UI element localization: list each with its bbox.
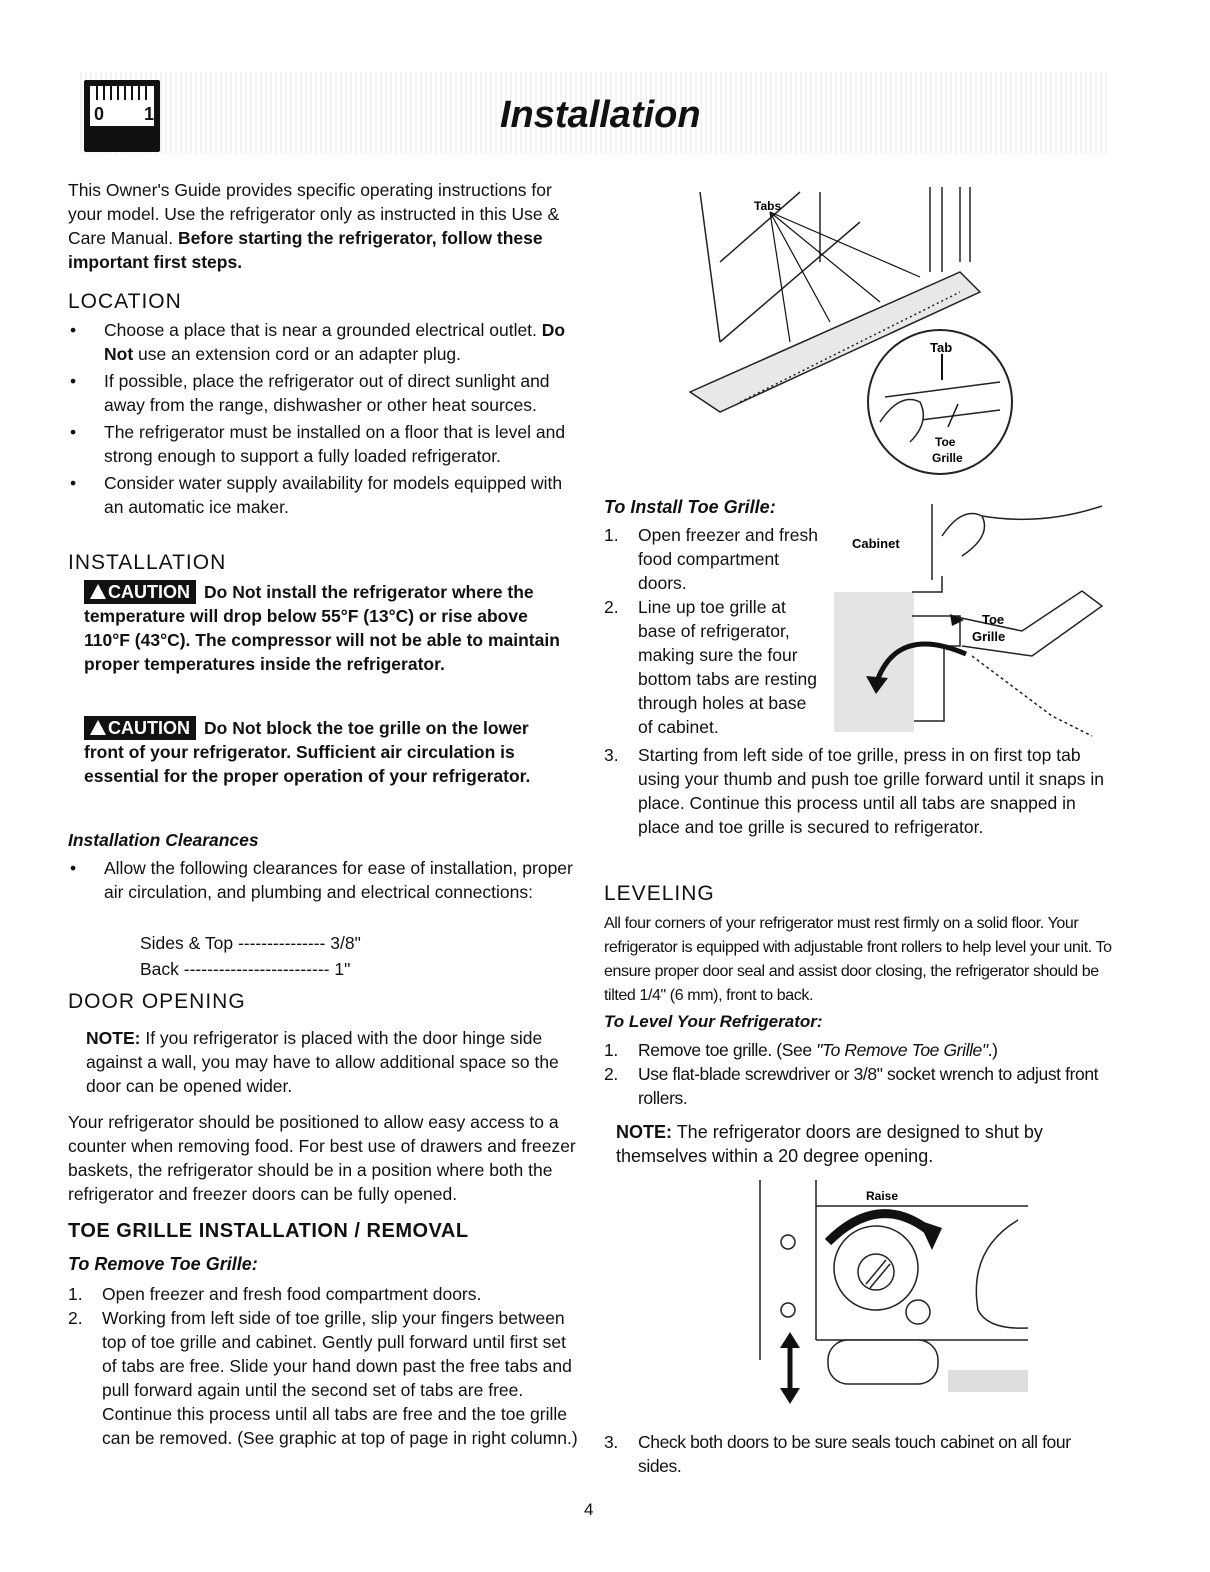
ruler-label-0: 0 [94,104,105,124]
fig3-raise-label: Raise [866,1189,899,1203]
clearance-row-sides: Sides & Top --------------- 3/8" [140,933,361,953]
remove-steps [68,1282,582,1450]
list-item: 2. Working from left side of toe grille, slip your fingers between top of toe grille and cabinet. Gently pull forward until first set of tabs are free. Slide your hand down past the free tabs and pull forward again until the second set of tabs are free. Continue this process until all tabs are free and the toe grille can be removed. (See graphic at top of page in right column.) [68,1308,578,1448]
installation-heading: INSTALLATION [68,551,227,574]
ruler-icon [84,80,160,152]
fig2-cabinet-label: Cabinet [852,536,900,551]
leveling-note: NOTE: The refrigerator doors are designed to shut by themselves within a 20 degree opening. [616,1122,1043,1166]
warning-icon [90,584,106,599]
install-step-3 [604,743,1110,839]
fig1-toe-label: Toe [935,435,956,449]
page-header [80,72,1110,154]
clearance-row-back: Back ------------------------- 1" [140,959,351,979]
list-item: • Choose a place that is near a grounded electrical outlet. Do Not use an extension cord or an adapter plug. [68,318,582,366]
roller-figure [718,1180,1038,1410]
clearances-heading: Installation Clearances [68,830,259,850]
caution-badge: CAUTION [84,580,196,604]
toe-grille-heading: TOE GRILLE INSTALLATION / REMOVAL [68,1220,469,1242]
cabinet-figure [832,496,1110,742]
list-item: • Consider water supply availability for models equipped with an automatic ice maker. [68,471,582,519]
list-item: • Allow the following clearances for ease of installation, proper air circulation, and plumbing and electrical connections: [68,856,582,904]
leveling-steps [604,1038,1110,1110]
fig2-toe-label: Toe [982,612,1005,627]
list-item: 3. Starting from left side of toe grille, press in on first top tab using your thumb and push toe grille forward until it snaps in place. Continue this process until all tabs are snapped in place and toe grille is secured to refrigerator. [604,745,1104,837]
toe-grille-figure [680,182,1040,482]
caution-1-text: Do Not install the refrigerator where the temperature will drop below 55°F (13°C) or rise above 110°F (43°C). The compressor will not be able to maintain proper temperatures inside the refrigerator. [84,582,560,674]
caution-2-text: Do Not block the toe grille on the lower front of your refrigerator. Sufficient air circulation is essential for the proper operation of your refrigerator. [84,718,531,786]
leveling-heading: LEVELING [604,882,715,905]
intro-paragraph [68,178,582,274]
leveling-paragraph: All four corners of your refrigerator must rest firmly on a solid floor. Your refrigerator is equipped with adjustable front rollers to help level your unit. To ensure proper door seal and assist door closing, the refrigerator should be tilted 1/4" (6 mm), front to back. [604,915,1112,1004]
fig1-tab-label: Tab [930,340,953,355]
location-heading: LOCATION [68,290,182,313]
fig1-grille-label: Grille [932,451,963,465]
level-refrigerator-heading: To Level Your Refrigerator: [604,1012,823,1031]
intro-bold: Before starting the refrigerator, follow these important first steps. [68,228,543,272]
page-title: Installation [500,94,701,136]
caution-1 [84,580,562,676]
door-opening-note: NOTE: If you refrigerator is placed with the door hinge side against a wall, you may have to allow additional space so the door can be opened wider. [86,1028,559,1096]
clearances-list [68,856,582,904]
door-opening-paragraph: Your refrigerator should be positioned to allow easy access to a counter when removing food. For best use of drawers and freezer baskets, the refrigerator should be in a position where both the refrigerator and freezer doors can be fully opened. [68,1112,576,1204]
page-number: 4 [584,1500,594,1519]
remove-toe-grille-heading: To Remove Toe Grille: [68,1254,258,1274]
intro-text: This Owner's Guide provides specific operating instructions for your model. Use the refrigerator only as instructed in this Use & Care Manual. [68,180,560,248]
list-item: 2. Line up toe grille at base of refrigerator, making sure the four bottom tabs are resting through holes at base of cabinet. [604,597,817,737]
caution-2 [84,716,562,788]
fig1-tabs-label: Tabs [754,199,782,213]
fig2-grille-label: Grille [972,629,1006,644]
warning-icon [90,720,106,735]
install-toe-grille-heading: To Install Toe Grille: [604,497,776,517]
install-steps-1-2 [604,523,822,739]
list-item: • The refrigerator must be installed on a floor that is level and strong enough to support a fully loaded refrigerator. [68,420,582,468]
list-item: 1. Remove toe grille. (See "To Remove Toe Grille".) [604,1040,998,1060]
list-item: 2. Use flat-blade screwdriver or 3/8" socket wrench to adjust front rollers. [604,1064,1099,1108]
list-item: 3. Check both doors to be sure seals touch cabinet on all four sides. [604,1432,1071,1476]
list-item: 1. Open freezer and fresh food compartment doors. [68,1284,482,1304]
ruler-label-1: 1 [144,104,155,124]
list-item: 1. Open freezer and fresh food compartment doors. [604,525,818,593]
location-list [68,318,582,519]
leveling-step-3 [604,1430,1110,1478]
list-item: • If possible, place the refrigerator out of direct sunlight and away from the range, dishwasher or other heat sources. [68,369,582,417]
caution-badge: CAUTION [84,716,196,740]
door-opening-heading: DOOR OPENING [68,990,246,1013]
